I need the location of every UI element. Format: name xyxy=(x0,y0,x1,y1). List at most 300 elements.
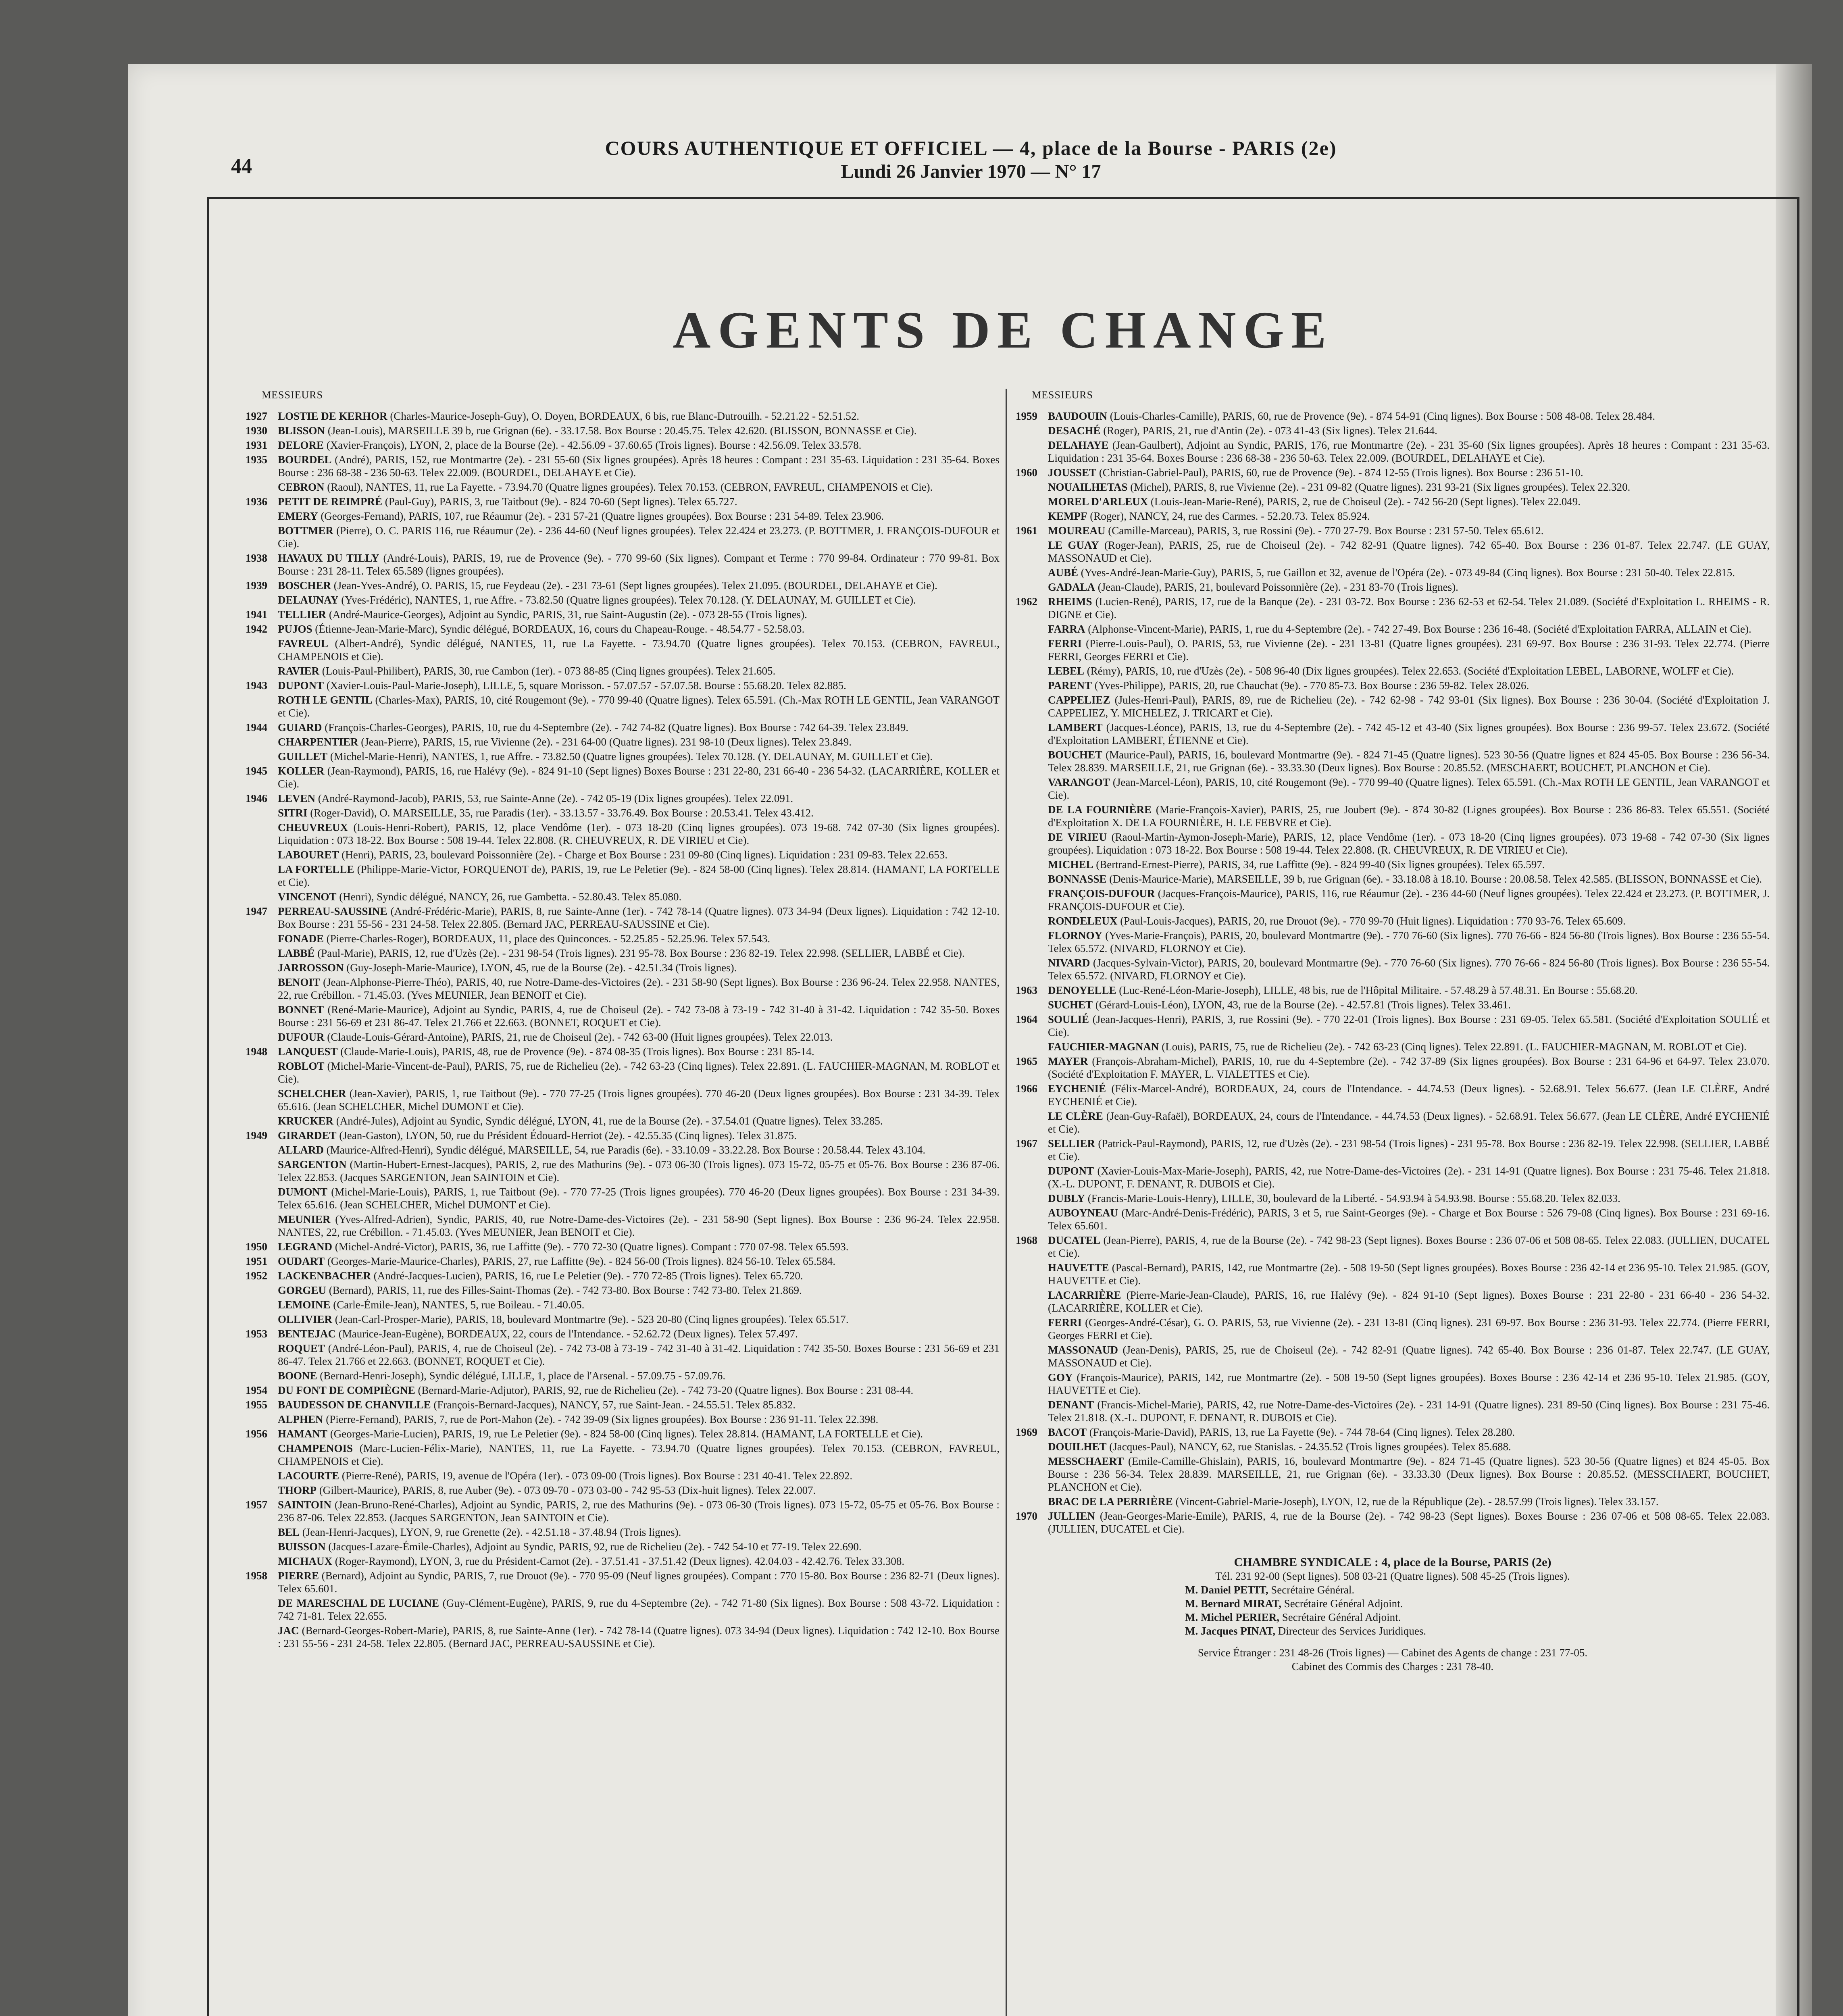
entry-name: JARROSSON xyxy=(278,962,344,974)
entry-year: 1963 xyxy=(1016,984,1037,996)
entry-name: RHEIMS xyxy=(1048,596,1092,608)
entry-details: (Georges-Marie-Lucien), PARIS, 19, rue Le Peletier (9e). - 824 58-00 (Cinq lignes). Telex 28.814. (HAMANT, LA FORTELLE et Cie). xyxy=(330,1428,923,1440)
entry-details: (Martin-Hubert-Ernest-Jacques), PARIS, 2, rue des Mathurins (9e). - 073 06-30 (Trois lignes). 073 15-72, 05-75 et 05-76. Box Bourse : 236 87-06. Telex 22.853. (Jacques SARGENTON, Jean SAINTOIN et Cie). xyxy=(278,1158,1000,1183)
entry-name: MAYER xyxy=(1048,1055,1088,1067)
entry-year: 1930 xyxy=(246,425,267,437)
entry-details: (Jean-Alphonse-Pierre-Théo), PARIS, 40, rue Notre-Dame-des-Victoires (2e). - 231 58-90 (Sept lignes). Box Bourse : 236 96-24. Telex 22.958. NANTES, 22, rue Crébillon. - 71.45.03. (Yves MEUNIER, Jean BENOIT et Cie). xyxy=(278,976,1000,1001)
entry-year: 1967 xyxy=(1016,1137,1037,1150)
entry-details: (Jean-Guy-Rafaël), BORDEAUX, 24, cours de l'Intendance. - 44.74.53 (Deux lignes). - 52.68.91. Telex 56.677. (Jean LE CLÈRE, André EYCHENIÉ et Cie). xyxy=(1048,1110,1770,1135)
agent-entry xyxy=(246,764,1000,790)
entry-name: CAPPELIEZ xyxy=(1048,694,1110,706)
entry-details: (Gilbert-Maurice), PARIS, 8, rue Auber (9e). - 073 09-70 - 073 03-00 - 742 95-53 (Dix-huit lignes). Telex 22.007. xyxy=(319,1484,816,1496)
entry-details: (Bertrand-Ernest-Pierre), PARIS, 34, rue Laffitte (9e). - 824 99-40 (Six lignes groupées). Telex 65.597. xyxy=(1096,858,1545,871)
entry-name: BEL xyxy=(278,1526,300,1538)
entry-details: (Claude-Louis-Gérard-Antoine), PARIS, 21, rue de Choiseul (2e). - 742 63-00 (Huit lignes groupées). Telex 22.013. xyxy=(327,1031,833,1043)
entry-year: 1957 xyxy=(246,1499,267,1511)
agent-entry xyxy=(1016,1426,1770,1439)
agent-entry xyxy=(1016,1013,1770,1039)
entry-name: SOULIÉ xyxy=(1048,1013,1089,1025)
agent-entry xyxy=(1016,831,1770,856)
entry-name: JAC xyxy=(278,1624,299,1637)
agent-entry xyxy=(246,976,1000,1002)
entry-details: (Denis-Maurice-Marie), MARSEILLE, 39 b, rue Grignan (6e). - 33.18.08 à 18.10. Bourse : 20.08.58. Telex 42.585. (BLISSON, BONNASSE et Cie). xyxy=(1109,873,1762,885)
entry-details: (Patrick-Paul-Raymond), PARIS, 12, rue d'Uzès (2e). - 231 98-54 (Trois lignes) - 231 95-78. Box Bourse : 236 82-19. Telex 22.998. (SELLIER, LABBÉ et Cie). xyxy=(1048,1137,1770,1162)
entry-name: PUJOS xyxy=(278,623,312,635)
agent-entry xyxy=(1016,914,1770,927)
entry-details: (Jacques-Paul), NANCY, 62, rue Stanislas. - 24.35.52 (Trois lignes groupées). Telex 85.688. xyxy=(1109,1441,1511,1453)
entry-details: (Yves-Marie-François), PARIS, 20, boulevard Montmartre (9e). - 770 76-60 (Six lignes). 770 76-66 - 824 56-80 (Trois lignes). Box Bourse : 236 55-54. Telex 65.572. (NIVARD, FLORNOY et Cie). xyxy=(1048,929,1770,954)
chambre-syndicale-block xyxy=(1016,1556,1770,1673)
agent-entry xyxy=(246,1158,1000,1184)
agent-entry xyxy=(246,1384,1000,1397)
entry-name: GORGEU xyxy=(278,1284,327,1296)
entry-name: NIVARD xyxy=(1048,957,1090,969)
entry-name: HAUVETTE xyxy=(1048,1262,1109,1274)
agent-entry xyxy=(246,1313,1000,1326)
staff-member xyxy=(1016,1583,1770,1597)
entry-name: FERRI xyxy=(1048,637,1082,650)
entry-details: (Étienne-Jean-Marie-Marc), Syndic délégué, BORDEAUX, 16, cours du Chapeau-Rouge. - 48.54.77 - 52.58.03. xyxy=(315,623,805,635)
entry-details: (Félix-Marcel-André), BORDEAUX, 24, cours de l'Intendance. - 44.74.53 (Deux lignes). - 52.68.91. Telex 56.677. (Jean LE CLÈRE, André EYCHENIÉ et Cie). xyxy=(1048,1083,1770,1108)
entry-year: 1938 xyxy=(246,552,267,564)
agent-entry xyxy=(246,552,1000,577)
agent-entry xyxy=(1016,873,1770,885)
entry-details: (Pierre-Louis-Paul), O. PARIS, 53, rue Vivienne (2e). - 231 13-81 (Quatre lignes groupées). 231 69-97. Box Bourse : 236 31-93. Telex 22.774. (Pierre FERRI, Georges FERRI et Cie). xyxy=(1048,637,1770,662)
entry-name: LACARRIÈRE xyxy=(1048,1289,1121,1301)
entry-details: (Guy-Joseph-Marie-Maurice), LYON, 45, rue de la Bourse (2e). - 42.51.34 (Trois lignes). xyxy=(346,962,737,974)
staff-member xyxy=(1016,1610,1770,1624)
entry-name: BENOIT xyxy=(278,976,321,988)
entry-name: ROTH LE GENTIL xyxy=(278,694,373,706)
entry-name: PERREAU-SAUSSINE xyxy=(278,905,387,917)
entry-details: (Pascal-Bernard), PARIS, 142, rue Montmartre (2e). - 508 19-50 (Sept lignes groupées). Boxes Bourse : 236 42-14 et 236 95-10. Telex 21.985. (GOY, HAUVETTE et Cie). xyxy=(1048,1262,1770,1287)
entry-name: MEUNIER xyxy=(278,1213,331,1225)
entry-details: (Jean-Louis), MARSEILLE 39 b, rue Grignan (6e). - 33.17.58. Box Bourse : 20.45.75. Telex 42.620. (BLISSON, BONNASSE et Cie). xyxy=(327,425,917,437)
entry-name: OLLIVIER xyxy=(278,1313,333,1325)
agent-entry xyxy=(246,1398,1000,1411)
agent-entry xyxy=(246,1555,1000,1568)
staff-role: Secrétaire Général. xyxy=(1271,1584,1355,1596)
entry-details: (Louis-Henri-Robert), PARIS, 12, place Vendôme (1er). - 073 18-20 (Cinq lignes groupées). 073 19-68. 742 07-30 (Six lignes groupées). Liquidation : 073 18-22. Box Bourse : 508 19-44. Telex 22.808. (R. CHEUVREUX, R. DE VIRIEU et Cie). xyxy=(278,821,1000,846)
agent-entry xyxy=(1016,539,1770,564)
entry-details: (André-Raymond-Jacob), PARIS, 53, rue Sainte-Anne (2e). - 742 05-19 (Dix lignes groupées). Telex 22.091. xyxy=(318,792,793,804)
entry-details: (Paul-Guy), PARIS, 3, rue Taitbout (9e). - 824 70-60 (Sept lignes). Telex 65.727. xyxy=(385,496,737,508)
entry-details: (Jean-Raymond), PARIS, 16, rue Halévy (9e). - 824 91-10 (Sept lignes) Boxes Bourse : 231 22-80, 231 66-40 - 236 54-32. (LACARRIÈRE, KOLLER et Cie). xyxy=(278,765,1000,790)
entry-year: 1954 xyxy=(246,1384,267,1396)
entry-name: CHEUVREUX xyxy=(278,821,348,833)
entry-name: HAVAUX DU TILLY xyxy=(278,552,379,564)
messieurs-heading: MESSIEURS xyxy=(262,389,323,401)
entry-details: (François-Bernard-Jacques), NANCY, 57, rue Saint-Jean. - 24.55.51. Telex 85.832. xyxy=(433,1399,796,1411)
entry-name: MICHAUX xyxy=(278,1555,332,1567)
agent-entry xyxy=(1016,1343,1770,1369)
entry-year: 1966 xyxy=(1016,1083,1037,1095)
agent-entry xyxy=(1016,1440,1770,1453)
agent-entry xyxy=(1016,466,1770,479)
agent-entry xyxy=(246,1413,1000,1426)
entry-name: LAMBERT xyxy=(1048,721,1103,733)
entry-details: (Marie-François-Xavier), PARIS, 25, rue Joubert (9e). - 874 30-82 (Lignes groupées). Box Bourse : 236 86-83. Telex 65.551. (Société d'Exploitation X. DE LA FOURNIÈRE, H. LE FEBVRE et Cie). xyxy=(1048,804,1770,829)
entry-details: (Yves-Frédéric), NANTES, 1, rue Affre. - 73.82.50 (Quatre lignes groupées). Telex 70.128. (Y. DELAUNAY, M. GUILLET et Cie). xyxy=(341,594,916,606)
agent-entry xyxy=(1016,439,1770,464)
entry-name: BOURDEL xyxy=(278,454,332,466)
entry-name: SUCHET xyxy=(1048,999,1093,1011)
agent-entry xyxy=(246,410,1000,423)
entry-details: (Pierre-Fernand), PARIS, 7, rue de Port-Mahon (2e). - 742 39-09 (Six lignes groupées). Box Bourse : 236 91-11. Telex 22.398. xyxy=(326,1413,879,1425)
agent-entry xyxy=(1016,1192,1770,1205)
agent-entry xyxy=(1016,776,1770,802)
entry-details: (Louis-Jean-Marie-René), PARIS, 2, rue de Choiseul (2e). - 742 56-20 (Sept lignes). Telex 22.049. xyxy=(1151,496,1581,508)
entry-name: SCHELCHER xyxy=(278,1087,346,1100)
entry-details: (Pierre-Marie-Jean-Claude), PARIS, 16, rue Halévy (9e). - 824 91-10 (Sept lignes). Boxes Bourse : 231 22-80 - 231 66-40 - 236 54-32. (LACARRIÈRE, KOLLER et Cie). xyxy=(1048,1289,1770,1314)
entry-details: (Paul-Louis-Jacques), PARIS, 20, rue Drouot (9e). - 770 99-70 (Huit lignes). Liquidation : 770 93-76. Telex 65.609. xyxy=(1120,915,1626,927)
entry-name: THORP xyxy=(278,1484,317,1496)
entry-details: (Michel-Marie-Louis), PARIS, 1, rue Taitbout (9e). - 770 77-25 (Trois lignes groupées). 770 46-20 (Deux lignes groupées). Box Bourse : 231 34-39. Telex 65.616. (Jean SCHELCHER, Michel DUMONT et Cie). xyxy=(278,1186,1000,1211)
entry-name: KOLLER xyxy=(278,765,325,777)
agent-entry xyxy=(1016,495,1770,508)
entry-name: BONNASSE xyxy=(1048,873,1107,885)
agent-entry xyxy=(1016,998,1770,1011)
entry-year: 1952 xyxy=(246,1270,267,1282)
entry-details: (Jules-Henri-Paul), PARIS, 89, rue de Richelieu (2e). - 742 62-98 - 742 93-01 (Six lignes). Box Bourse : 236 30-04. (Société d'Exploitation J. CAPPELIEZ, Y. MICHELEZ, J. TRICART et Cie). xyxy=(1048,694,1770,719)
entry-name: DE VIRIEU xyxy=(1048,831,1107,843)
entry-details: (Raoul), NANTES, 11, rue La Fayette. - 73.94.70 (Quatre lignes groupées). Telex 70.153. (CEBRON, FAVREUL, CHAMPENOIS et Cie). xyxy=(327,481,933,493)
entry-year: 1950 xyxy=(246,1241,267,1253)
entry-year: 1964 xyxy=(1016,1013,1037,1025)
entry-details: (Guy-Clément-Eugène), PARIS, 9, rue du 4-Septembre (2e). - 742 71-80 (Six lignes). Box Bourse : 508 43-72. Liquidation : 742 71-81. Telex 22.655. xyxy=(278,1597,1000,1622)
agent-entry xyxy=(246,1284,1000,1297)
agent-entry xyxy=(246,1143,1000,1156)
agent-entry xyxy=(246,579,1000,592)
agent-entry xyxy=(1016,1289,1770,1314)
entry-year: 1965 xyxy=(1016,1055,1037,1067)
agent-entry xyxy=(1016,595,1770,621)
agent-entry xyxy=(246,1255,1000,1268)
agent-entry xyxy=(1016,1316,1770,1342)
entry-details: (Roger), PARIS, 21, rue d'Antin (2e). - 073 41-43 (Six lignes). Telex 21.644. xyxy=(1103,425,1437,437)
entry-details: (Bernard-Henri-Joseph), Syndic délégué, LILLE, 1, place de l'Arsenal. - 57.09.75 - 57.09.76. xyxy=(320,1370,726,1382)
entry-details: (Jean-Xavier), PARIS, 1, rue Taitbout (9e). - 770 77-25 (Trois lignes groupées). 770 46-20 (Deux lignes groupées). Box Bourse : 231 34-39. Telex 65.616. (Jean SCHELCHER, Michel DUMONT et Cie). xyxy=(278,1087,1000,1112)
entry-details: (François-Maurice), PARIS, 142, rue Montmartre (2e). - 508 19-50 (Sept lignes groupées). Boxes Bourse : 236 42-14 et 236 95-10. Telex 21.985. (GOY, HAUVETTE et Cie). xyxy=(1048,1371,1770,1396)
entry-details: (Jean-Georges-Marie-Emile), PARIS, 4, rue de la Bourse (2e). - 742 98-23 (Sept lignes). Boxes Bourse : 236 07-06 et 508 08-65. Telex 22.083. (JULLIEN, DUCATEL et Cie). xyxy=(1048,1510,1770,1535)
entry-details: (Roger-Jean), PARIS, 25, rue de Choiseul (2e). - 742 82-91 (Quatre lignes). 742 65-40. Box Bourse : 236 01-87. Telex 22.747. (LE GUAY, MASSONAUD et Cie). xyxy=(1048,539,1770,564)
entry-details: (Roger-Raymond), LYON, 3, rue du Président-Carnot (2e). - 37.51.41 - 37.51.42 (Deux lignes). 42.04.03 - 42.42.76. Telex 33.308. xyxy=(335,1555,905,1567)
entry-name: GIRARDET xyxy=(278,1129,337,1141)
agent-entry xyxy=(1016,956,1770,982)
entry-details: (Michel-Marie-Henri), NANTES, 1, rue Affre. - 73.82.50 (Quatre lignes groupées). Telex 70.128. (Y. DELAUNAY, M. GUILLET et Cie). xyxy=(330,750,933,762)
entry-name: BOSCHER xyxy=(278,579,331,591)
agent-entry xyxy=(246,524,1000,550)
entry-details: (Jean-Henri-Jacques), LYON, 9, rue Grenette (2e). - 42.51.18 - 37.48.94 (Trois lignes). xyxy=(302,1526,681,1538)
entry-name: DENOYELLE xyxy=(1048,984,1116,996)
entry-details: (Xavier-Louis-Paul-Marie-Joseph), LILLE, 5, square Morisson. - 57.07.57 - 57.07.58. Bourse : 55.68.20. Telex 82.885. xyxy=(326,679,846,691)
entry-name: BONNET xyxy=(278,1004,324,1016)
entry-details: (Michel-Marie-Vincent-de-Paul), PARIS, 75, rue de Richelieu (2e). - 742 63-23 (Cinq lignes). Telex 22.891. (L. FAUCHIER-MAGNAN, M. ROBLOT et Cie). xyxy=(278,1060,1000,1085)
entry-details: (Raoul-Martin-Aymon-Joseph-Marie), PARIS, 12, place Vendôme (1er). - 073 18-20 (Cinq lignes groupées). 073 19-68 - 742 07-30 (Six lignes groupées). Liquidation : 073 18-22. Box Bourse : 508 19-44. Telex 22.808. (R. CHEUVREUX, R. DE VIRIEU et Cie). xyxy=(1048,831,1770,856)
agent-entry xyxy=(1016,1137,1770,1163)
entry-details: (Maurice-Jean-Eugène), BORDEAUX, 22, cours de l'Intendance. - 52.62.72 (Deux lignes). Telex 57.497. xyxy=(338,1328,798,1340)
entry-name: BOONE xyxy=(278,1370,317,1382)
agent-entry xyxy=(246,495,1000,508)
entry-year: 1955 xyxy=(246,1399,267,1411)
entry-details: (Henri), PARIS, 23, boulevard Poissonnière (2e). - Charge et Box Bourse : 231 09-80 (Cinq lignes). Liquidation : 231 09-83. Telex 22.653. xyxy=(342,849,948,861)
entry-name: CEBRON xyxy=(278,481,325,493)
entry-details: (Pierre-Charles-Roger), BORDEAUX, 11, place des Quinconces. - 52.25.85 - 52.25.96. Telex 57.543. xyxy=(326,933,771,945)
entry-details: (Marc-André-Denis-Frédéric), PARIS, 3 et 5, rue Saint-Georges (9e). - Charge et Box Bourse : 526 79-08 (Cinq lignes). Box Bourse : 231 69-16. Telex 65.601. xyxy=(1048,1207,1770,1232)
agent-entry xyxy=(246,1031,1000,1043)
agent-entry xyxy=(246,1114,1000,1127)
entry-name: SITRI xyxy=(278,807,308,819)
entry-details: (Georges-André-César), G. O. PARIS, 53, rue Vivienne (2e). - 231 13-81 (Cinq lignes). 231 69-97. Box Bourse : 236 31-93. Telex 22.774. (Pierre FERRI, Georges FERRI et Cie). xyxy=(1048,1316,1770,1341)
entry-details: (Vincent-Gabriel-Marie-Joseph), LYON, 12, rue de la République (2e). - 28.57.99 (Trois lignes). Telex 33.157. xyxy=(1175,1495,1659,1508)
agent-entry xyxy=(1016,623,1770,635)
entry-details: (Bernard), Adjoint au Syndic, PARIS, 7, rue Drouot (9e). - 770 95-09 (Neuf lignes groupées). Compant : 770 15-80. Box Bourse : 236 82-71 (Deux lignes). Telex 65.601. xyxy=(278,1570,1000,1595)
entry-name: MOREL D'ARLEUX xyxy=(1048,496,1148,508)
agent-entry xyxy=(246,1045,1000,1058)
entry-details: (André), PARIS, 152, rue Montmartre (2e). - 231 55-60 (Six lignes groupées). Après 18 heures : Compant : 231 35-63. Liquidation : 231 35-64. Boxes Bourse : 236 68-38 - 236 50-63. Telex 22.009. (BOURDEL, DELAHAYE et Cie). xyxy=(278,454,1000,479)
entry-details: (Georges-Fernand), PARIS, 107, rue Réaumur (2e). - 231 57-21 (Quatre lignes groupées). Box Bourse : 231 54-89. Telex 23.906. xyxy=(321,510,884,522)
entry-year: 1939 xyxy=(246,579,267,591)
agent-entry xyxy=(1016,984,1770,997)
entry-name: LE CLÈRE xyxy=(1048,1110,1103,1122)
agent-entry xyxy=(246,1240,1000,1253)
entry-details: (André-Maurice-Georges), Adjoint au Syndic, PARIS, 31, rue Saint-Augustin (2e). - 073 28-55 (Trois lignes). xyxy=(329,608,807,621)
entry-name: LEVEN xyxy=(278,792,316,804)
entry-year: 1935 xyxy=(246,454,267,466)
service-line-1: Service Étranger : 231 48-26 (Trois lignes) — Cabinet des Agents de change : 231 77-05. xyxy=(1197,1647,1588,1659)
entry-details: (Jacques-Sylvain-Victor), PARIS, 20, boulevard Montmartre (9e). - 770 76-60 (Six lignes). 770 76-66 - 824 56-80 (Trois lignes). Box Bourse : 236 55-54. Telex 65.572. (NIVARD, FLORNOY et Cie). xyxy=(1048,957,1770,982)
entry-details: (Albert-André), Syndic délégué, NANTES, 11, rue La Fayette. - 73.94.70 (Quatre lignes groupées). Telex 70.153. (CEBRON, FAVREUL, CHAMPENOIS et Cie). xyxy=(278,637,1000,662)
entry-details: (Roger), NANCY, 24, rue des Carmes. - 52.20.73. Telex 85.924. xyxy=(1090,510,1370,522)
agent-entry xyxy=(246,806,1000,819)
agent-entry xyxy=(246,1369,1000,1382)
agent-entry xyxy=(1016,1495,1770,1508)
entry-details: (Jean-Carl-Prosper-Marie), PARIS, 18, boulevard Montmartre (9e). - 523 20-80 (Cinq lignes groupées). Telex 65.517. xyxy=(335,1313,849,1325)
entry-details: (Yves-Alfred-Adrien), Syndic, PARIS, 40, rue Notre-Dame-des-Victoires (2e). - 231 58-90 (Sept lignes). Box Bourse : 236 96-24. Telex 22.958. NANTES, 22, rue Crébillon. - 71.45.03. (Yves MEUNIER, Jean BENOIT et Cie). xyxy=(278,1213,1000,1238)
entry-name: PIERRE xyxy=(278,1570,319,1582)
entry-name: DU FONT DE COMPIÈGNE xyxy=(278,1384,415,1396)
agent-entry xyxy=(246,1213,1000,1239)
entry-name: OUDART xyxy=(278,1255,325,1267)
entry-name: SAINTOIN xyxy=(278,1499,332,1511)
agent-entry xyxy=(1016,694,1770,719)
entry-details: (Louis), PARIS, 75, rue de Richelieu (2e). - 742 63-23 (Cinq lignes). Telex 22.891. (L. FAUCHIER-MAGNAN, M. ROBLOT et Cie). xyxy=(1162,1041,1747,1053)
staff-role: Secrétaire Général Adjoint. xyxy=(1282,1611,1401,1623)
entry-details: (Jean-Pierre), PARIS, 4, rue de la Bourse (2e). - 742 98-23 (Sept lignes). Boxes Bourse : 236 07-06 et 508 08-65. Telex 22.083. (JULLIEN, DUCATEL et Cie). xyxy=(1048,1234,1770,1259)
entry-name: BRAC DE LA PERRIÈRE xyxy=(1048,1495,1173,1508)
entry-name: LABOURET xyxy=(278,849,339,861)
entry-details: (François-Abraham-Michel), PARIS, 10, rue du 4-Septembre (2e). - 742 37-89 (Six lignes groupées). Box Bourse : 231 64-96 et 64-97. Telex 23.070. (Société d'Exploitation F. MAYER, L. VIALETTES et Cie). xyxy=(1048,1055,1770,1080)
agent-entry xyxy=(246,905,1000,931)
entry-details: (Louis-Paul-Philibert), PARIS, 30, rue Cambon (1er). - 073 88-85 (Cinq lignes groupées). Telex 21.605. xyxy=(322,665,776,677)
agent-entry xyxy=(246,1442,1000,1468)
entry-name: EYCHENIÉ xyxy=(1048,1083,1106,1095)
agent-entry xyxy=(246,424,1000,437)
entry-name: GADALA xyxy=(1048,581,1095,593)
agent-entry xyxy=(246,510,1000,523)
entry-year: 1960 xyxy=(1016,467,1037,479)
page xyxy=(128,64,1812,2016)
entry-details: (Michel-André-Victor), PARIS, 36, rue Laffitte (9e). - 770 72-30 (Quatre lignes). Compant : 770 07-98. Telex 65.593. xyxy=(335,1241,849,1253)
agent-entry xyxy=(1016,637,1770,663)
entry-name: MESSCHAERT xyxy=(1048,1455,1124,1467)
agent-entry xyxy=(1016,679,1770,692)
entry-name: LE GUAY xyxy=(1048,539,1099,551)
agent-entry xyxy=(246,453,1000,479)
agent-entry xyxy=(1016,1455,1770,1493)
agent-entry xyxy=(246,1269,1000,1282)
staff-member xyxy=(1016,1624,1770,1638)
entry-name: DUFOUR xyxy=(278,1031,325,1043)
entry-details: (Jean-Gaulbert), Adjoint au Syndic, PARIS, 176, rue Montmartre (2e). - 231 35-60 (Six lignes groupées). Après 18 heures : Compant : 231 35-63. Liquidation : 231 35-64. Boxes Bourse : 236 68-38 - 236 50-63. Telex 22.009. (BOURDEL, DELAHAYE et Cie). xyxy=(1048,439,1770,464)
staff-name: M. Michel PERIER, xyxy=(1185,1611,1279,1623)
entry-year: 1946 xyxy=(246,792,267,804)
agent-entry xyxy=(1016,410,1770,423)
entry-details: (Alphonse-Vincent-Marie), PARIS, 1, rue du 4-Septembre (2e). - 742 27-49. Box Bourse : 236 16-48. (Société d'Exploitation FARRA, ALLAIN et Cie). xyxy=(1088,623,1751,635)
entry-name: SELLIER xyxy=(1048,1137,1095,1150)
agent-entry xyxy=(246,1129,1000,1142)
entry-details: (André-Louis), PARIS, 19, rue de Provence (9e). - 770 99-60 (Six lignes). Compant et Terme : 770 99-84. Ordinateur : 770 99-81. Box Bourse : 231 28-11. Telex 65.589 (lignes groupées). xyxy=(278,552,1000,577)
entry-name: LA FORTELLE xyxy=(278,863,354,875)
agent-entry xyxy=(246,947,1000,960)
entry-details: (Bernard), PARIS, 11, rue des Filles-Saint-Thomas (2e). - 742 73-80. Box Bourse : 742 73-80. Telex 21.869. xyxy=(329,1284,802,1296)
right-entries xyxy=(1016,410,1770,1535)
entry-name: LOSTIE DE KERHOR xyxy=(278,410,387,422)
agent-entry xyxy=(246,932,1000,945)
entry-name: FRANÇOIS-DUFOUR xyxy=(1048,887,1155,900)
staff-member xyxy=(1016,1597,1770,1610)
entry-details: (André-Jules), Adjoint au Syndic, Syndic délégué, LYON, 41, rue de la Bourse (2e). - 37.54.01 (Quatre lignes). Telex 33.285. xyxy=(336,1115,883,1127)
agent-entry xyxy=(246,1526,1000,1539)
agent-entry xyxy=(246,694,1000,719)
agent-entry xyxy=(246,1003,1000,1029)
entry-name: DUBLY xyxy=(1048,1192,1085,1204)
entry-name: DUPONT xyxy=(278,679,324,691)
agent-entry xyxy=(1016,1261,1770,1287)
listing-frame xyxy=(207,197,1799,2016)
entry-details: (Michel), PARIS, 8, rue Vivienne (2e). - 231 09-82 (Quatre lignes). 231 93-21 (Six lignes groupées). Telex 22.320. xyxy=(1130,481,1631,493)
entry-details: (Francis-Marie-Louis-Henry), LILLE, 30, boulevard de la Liberté. - 54.93.94 à 54.93.98. Bourse : 55.68.20. Telex 82.033. xyxy=(1087,1192,1620,1204)
entry-details: (Philippe-Marie-Victor, FORQUENOT de), PARIS, 19, rue Le Peletier (9e). - 824 58-00 (Cinq lignes). Telex 28.814. (HAMANT, LA FORTELLE et Cie). xyxy=(278,863,1000,888)
entry-name: DUCATEL xyxy=(1048,1234,1101,1246)
entry-year: 1962 xyxy=(1016,596,1037,608)
agent-entry xyxy=(246,1427,1000,1440)
entry-name: ALPHEN xyxy=(278,1413,323,1425)
entry-year: 1941 xyxy=(246,608,267,621)
agent-entry xyxy=(246,1469,1000,1482)
agent-entry xyxy=(246,481,1000,494)
entry-details: (François-Marie-David), PARIS, 13, rue La Fayette (9e). - 744 78-64 (Cinq lignes). Telex 28.280. xyxy=(1089,1426,1515,1438)
entry-name: FERRI xyxy=(1048,1316,1082,1329)
syndicale-staff xyxy=(1016,1583,1770,1638)
entry-name: BAUDOUIN xyxy=(1048,410,1108,422)
entry-details: (Jacques-François-Maurice), PARIS, 116, rue Réaumur (2e). - 236 44-60 (Neuf lignes groupées). Telex 22.424 et 23.273. (P. BOTTMER, J. FRANÇOIS-DUFOUR et Cie). xyxy=(1048,887,1770,912)
staff-name: M. Bernard MIRAT, xyxy=(1185,1597,1281,1610)
agent-entry xyxy=(246,1540,1000,1553)
agent-entry xyxy=(246,1298,1000,1311)
agent-entry xyxy=(246,1185,1000,1211)
staff-role: Directeur des Services Juridiques. xyxy=(1278,1625,1427,1637)
entry-details: (René-Marie-Maurice), Adjoint au Syndic, PARIS, 4, rue de Choiseul (2e). - 742 73-08 à 73-19 - 742 31-40 à 31-42. Liquidation : 742 35-50. Boxes Bourse : 231 56-69 et 231 86-47. Telex 21.766 et 22.663. (BONNET, ROQUET et Cie). xyxy=(278,1004,1000,1029)
agent-entry xyxy=(246,1569,1000,1595)
entry-name: DOUILHET xyxy=(1048,1441,1107,1453)
entry-details: (Xavier-Louis-Max-Marie-Joseph), PARIS, 42, rue Notre-Dame-des-Victoires (2e). - 231 14-91 (Quatre lignes). Box Bourse : 231 75-46. Telex 21.818. (X.-L. DUPONT, F. DENANT, R. DUBOIS et Cie). xyxy=(1048,1165,1770,1190)
entry-details: (Francis-Michel-Marie), PARIS, 42, rue Notre-Dame-des-Victoires (2e). - 231 14-91 (Quatre lignes). 231 89-50 (Cinq lignes). Box Bourse : 231 75-46. Telex 21.818. (X.-L. DUPONT, F. DENANT, R. DUBOIS et Cie). xyxy=(1048,1399,1770,1424)
entry-name: ROQUET xyxy=(278,1342,325,1354)
entry-name: DE LA FOURNIÈRE xyxy=(1048,804,1152,816)
entry-details: (Christian-Gabriel-Paul), PARIS, 60, rue de Provence (9e). - 874 12-55 (Trois lignes). Box Bourse : 236 51-10. xyxy=(1099,467,1583,479)
agent-entry xyxy=(1016,1055,1770,1081)
entry-name: DELAHAYE xyxy=(1048,439,1109,451)
messieurs-heading: MESSIEURS xyxy=(1032,389,1093,401)
service-line-2: Cabinet des Commis des Charges : 231 78-40. xyxy=(1291,1660,1494,1672)
entry-year: 1949 xyxy=(246,1129,267,1141)
entry-details: (André-Léon-Paul), PARIS, 4, rue de Choiseul (2e). - 742 73-08 à 73-19 - 742 31-40 à 31-42. Liquidation : 742 35-50. Boxes Bourse : 231 56-69 et 231 86-47. Telex 21.766 et 22.663. (BONNET, ROQUET et Cie). xyxy=(278,1342,1000,1367)
entry-details: (Jean-Marcel-Léon), PARIS, 10, cité Rougemont (9e). - 770 99-40 (Quatre lignes). Telex 65.591. (Ch.-Max ROTH LE GENTIL, Jean VARANGOT et Cie). xyxy=(1048,776,1770,801)
syndicale-heading: CHAMBRE SYNDICALE : 4, place de la Bourse, PARIS (2e) xyxy=(1234,1556,1551,1569)
entry-details: (Charles-Maurice-Joseph-Guy), O. Doyen, BORDEAUX, 6 bis, rue Blanc-Dutrouilh. - 52.21.22 - 52.51.52. xyxy=(390,410,860,422)
entry-details: (Maurice-Paul), PARIS, 16, boulevard Montmartre (9e). - 824 71-45 (Quatre lignes). 523 30-56 (Quatre lignes et 824 45-05. Box Bourse : 236 56-34. Telex 28.839. MARSEILLE, 21, rue Grignan (6e). - 33.33.30 (Deux lignes). Box Bourse : 20.85.52. (MESCHAERT, BOUCHET, PLANCHON et Cie). xyxy=(1048,749,1770,774)
entry-details: (Bernard-Marie-Adjutor), PARIS, 92, rue de Richelieu (2e). - 742 73-20 (Quatre lignes). Box Bourse : 231 08-44. xyxy=(418,1384,914,1396)
agent-entry xyxy=(246,1484,1000,1497)
entry-name: JOUSSET xyxy=(1048,467,1097,479)
entry-year: 1968 xyxy=(1016,1234,1037,1246)
agent-entry xyxy=(1016,1110,1770,1135)
entry-details: (Carle-Émile-Jean), NANTES, 5, rue Boileau. - 71.40.05. xyxy=(333,1299,585,1311)
agent-entry xyxy=(1016,1164,1770,1190)
entry-name: HAMANT xyxy=(278,1428,327,1440)
entry-name: PETIT DE REIMPRÉ xyxy=(278,496,383,508)
entry-name: KEMPF xyxy=(1048,510,1087,522)
agent-entry xyxy=(246,664,1000,677)
entry-details: (Jean-Claude), PARIS, 21, boulevard Poissonnière (2e). - 231 83-70 (Trois lignes). xyxy=(1097,581,1458,593)
entry-name: BAUDESSON DE CHANVILLE xyxy=(278,1399,431,1411)
entry-name: BOUCHET xyxy=(1048,749,1103,761)
entry-name: ROBLOT xyxy=(278,1060,325,1072)
entry-name: FAUCHIER-MAGNAN xyxy=(1048,1041,1159,1053)
agent-entry xyxy=(246,721,1000,734)
entry-year: 1969 xyxy=(1016,1426,1037,1438)
entry-details: (Yves-Philippe), PARIS, 20, rue Chauchat (9e). - 770 85-73. Box Bourse : 236 59-82. Telex 28.026. xyxy=(1094,679,1529,691)
agent-entry xyxy=(1016,858,1770,871)
agent-entry xyxy=(1016,1040,1770,1053)
entry-details: (Jean-Gaston), LYON, 50, rue du Président Édouard-Herriot (2e). - 42.55.35 (Cinq lignes). Telex 31.875. xyxy=(339,1129,797,1141)
entry-name: VARANGOT xyxy=(1048,776,1110,788)
entry-details: (Pierre-René), PARIS, 19, avenue de l'Opéra (1er). - 073 09-00 (Trois lignes). Box Bourse : 231 40-41. Telex 22.892. xyxy=(342,1470,853,1482)
entry-details: (Henri), Syndic délégué, NANCY, 26, rue Gambetta. - 52.80.43. Telex 85.080. xyxy=(339,891,682,903)
agent-entry xyxy=(246,750,1000,763)
entry-name: BUISSON xyxy=(278,1541,326,1553)
agent-entry xyxy=(246,1342,1000,1368)
entry-name: FAVREUL xyxy=(278,637,329,650)
entry-name: RAVIER xyxy=(278,665,320,677)
entry-name: CHAMPENOIS xyxy=(278,1442,353,1454)
entry-name: LACKENBACHER xyxy=(278,1270,371,1282)
entry-name: NOUAILHETAS xyxy=(1048,481,1128,493)
entry-details: (Emile-Camille-Ghislain), PARIS, 16, boulevard Montmartre (9e). - 824 71-45 (Quatre lignes). 523 30-56 (Quatre lignes) et 824 45-05. Box Bourse : 236 56-34. Telex 28.839. MARSEILLE, 21, rue Grignan (6e). - 33.33.30 (Deux lignes). Box Bourse : 20.85.52. (MESSCHAERT, BOUCHET, PLANCHON et Cie). xyxy=(1048,1455,1770,1493)
entry-name: FARRA xyxy=(1048,623,1085,635)
entry-name: LACOURTE xyxy=(278,1470,339,1482)
agent-entry xyxy=(1016,510,1770,523)
entry-year: 1936 xyxy=(246,496,267,508)
entry-name: LEGRAND xyxy=(278,1241,333,1253)
agent-entry xyxy=(246,1624,1000,1650)
page-title: AGENTS DE CHANGE xyxy=(673,301,1334,359)
entry-name: DELAUNAY xyxy=(278,594,339,606)
entry-name: PARENT xyxy=(1048,679,1092,691)
agent-entry xyxy=(1016,748,1770,774)
entry-name: JULLIEN xyxy=(1048,1510,1095,1522)
